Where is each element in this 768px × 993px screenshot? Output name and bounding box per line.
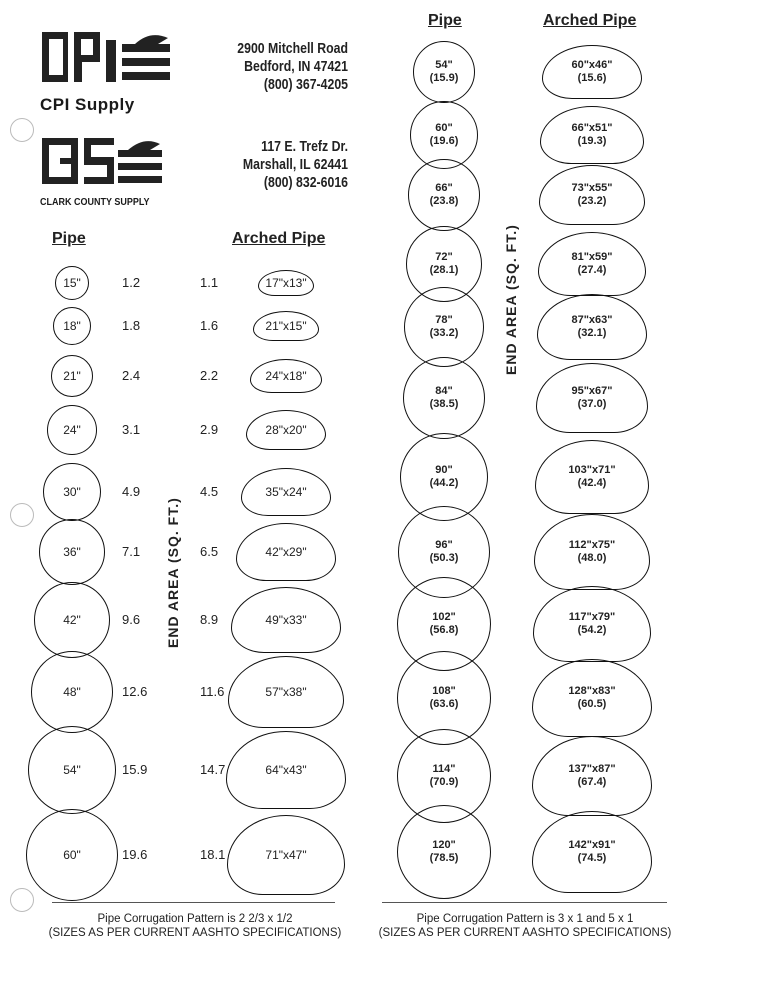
arch-size-label: 112"x75" bbox=[568, 539, 616, 551]
arch-shape bbox=[241, 468, 331, 516]
arch-shape bbox=[533, 586, 651, 662]
pipe-circle bbox=[34, 582, 110, 658]
left-note bbox=[40, 912, 350, 940]
right-bottom-rule bbox=[382, 902, 667, 903]
pipe-size-label: 48" bbox=[63, 684, 81, 699]
pipe-circle-text bbox=[430, 314, 459, 340]
pipe-size-label: 96" bbox=[435, 539, 453, 551]
ccs-city: Marshall, IL 62441 bbox=[242, 156, 348, 173]
pipe-size-label: 42" bbox=[63, 612, 81, 627]
arch-size-label: 128"x83" bbox=[568, 685, 616, 697]
pipe-circle bbox=[26, 809, 118, 901]
arch-size-label: 35"x24" bbox=[265, 484, 307, 499]
arch-size-label: 73"x55" bbox=[571, 182, 613, 194]
pipe-end-area: 12.6 bbox=[122, 684, 148, 699]
right-note-line2: (SIZES AS PER CURRENT AASHTO SPECIFICATIONS) bbox=[378, 927, 672, 939]
arch-shape bbox=[536, 363, 648, 433]
ccs-logo-mark bbox=[40, 136, 165, 188]
pipe-size-label: 60" bbox=[63, 847, 81, 862]
pipe-size-label: 72" bbox=[435, 251, 453, 263]
pipe-size-label: 84" bbox=[435, 385, 453, 397]
arch-end-area: (67.4) bbox=[577, 776, 607, 788]
pipe-circle-text bbox=[430, 539, 459, 565]
arch-end-area: (37.0) bbox=[577, 398, 607, 410]
arch-size-label: 64"x43" bbox=[265, 762, 307, 777]
pipe-circle-text bbox=[430, 122, 459, 148]
pipe-end-area: 2.4 bbox=[122, 368, 141, 383]
pipe-end-area: (70.9) bbox=[429, 776, 459, 788]
pipe-size-label: 114" bbox=[432, 763, 456, 775]
arch-size-label: 137"x87" bbox=[568, 763, 616, 775]
arch-shape-text bbox=[568, 839, 615, 865]
pipe-size-label: 66" bbox=[435, 182, 453, 194]
pipe-circle bbox=[51, 355, 93, 397]
arch-shape-text bbox=[569, 611, 616, 637]
axis-label-left: END AREA (SQ. FT.) bbox=[165, 497, 181, 648]
pipe-circle bbox=[47, 405, 97, 455]
arch-size-label: 95"x67" bbox=[571, 385, 613, 397]
pipe-end-area: (78.5) bbox=[429, 852, 459, 864]
arch-end-area: 2.9 bbox=[200, 422, 219, 437]
arch-shape bbox=[538, 232, 646, 296]
arch-end-area: (42.4) bbox=[577, 477, 607, 489]
pipe-circle bbox=[31, 651, 113, 733]
left-bottom-rule bbox=[52, 902, 335, 903]
axis-label-right: END AREA (SQ. FT.) bbox=[503, 224, 519, 375]
arch-end-area: 14.7 bbox=[200, 762, 226, 777]
pipe-circle-text bbox=[430, 464, 459, 490]
pipe-end-area: 19.6 bbox=[122, 847, 148, 862]
arch-shape bbox=[534, 514, 650, 590]
arch-size-label: 81"x59" bbox=[571, 251, 613, 263]
pipe-circle-text bbox=[430, 763, 459, 789]
ccs-street: 117 E. Trefz Dr. bbox=[261, 138, 348, 155]
header-pipe-left: Pipe bbox=[52, 230, 86, 247]
pipe-end-area: (63.6) bbox=[429, 698, 459, 710]
arch-shape bbox=[532, 736, 652, 816]
arch-size-label: 66"x51" bbox=[571, 122, 613, 134]
arch-shape bbox=[539, 165, 645, 225]
pipe-end-area: 1.2 bbox=[122, 275, 141, 290]
right-note-line1: Pipe Corrugation Pattern is 3 x 1 and 5 x 1 bbox=[416, 913, 634, 925]
pipe-end-area: (23.8) bbox=[429, 195, 459, 207]
arch-shape bbox=[532, 811, 652, 893]
pipe-circle-text bbox=[430, 839, 459, 865]
arch-end-area: (32.1) bbox=[577, 327, 607, 339]
arch-shape bbox=[540, 106, 644, 164]
pipe-size-label: 60" bbox=[435, 122, 453, 134]
arch-shape bbox=[535, 440, 649, 514]
pipe-end-area: 1.8 bbox=[122, 318, 141, 333]
pipe-end-area: (15.9) bbox=[429, 72, 459, 84]
pipe-circle-text bbox=[430, 685, 459, 711]
pipe-size-label: 36" bbox=[63, 544, 81, 559]
pipe-size-label: 30" bbox=[63, 484, 81, 499]
pipe-circle bbox=[55, 266, 89, 300]
binder-hole-middle bbox=[10, 503, 34, 527]
pipe-circle bbox=[413, 41, 475, 103]
pipe-size-label: 24" bbox=[63, 422, 81, 437]
arch-shape-text bbox=[571, 385, 612, 411]
arch-shape-text bbox=[571, 59, 612, 85]
pipe-circle bbox=[43, 463, 101, 521]
pipe-end-area: 7.1 bbox=[122, 544, 141, 559]
arch-shape bbox=[532, 659, 652, 737]
ccs-phone: (800) 832-6016 bbox=[263, 174, 348, 191]
arch-shape bbox=[236, 523, 336, 581]
arch-shape-text bbox=[571, 122, 612, 148]
arch-size-label: 71"x47" bbox=[265, 847, 307, 862]
pipe-end-area: (50.3) bbox=[429, 552, 459, 564]
pipe-size-label: 90" bbox=[435, 464, 453, 476]
pipe-size-label: 108" bbox=[432, 685, 456, 697]
arch-shape bbox=[250, 359, 322, 393]
pipe-circle-text bbox=[430, 611, 459, 637]
pipe-end-area: 9.6 bbox=[122, 612, 141, 627]
arch-end-area: 1.1 bbox=[200, 275, 219, 290]
header-pipe-right: Pipe bbox=[428, 12, 462, 29]
arch-shape bbox=[246, 410, 326, 450]
arch-end-area: (54.2) bbox=[577, 624, 607, 636]
pipe-circle bbox=[404, 287, 484, 367]
arch-shape-text bbox=[568, 685, 615, 711]
pipe-size-label: 18" bbox=[63, 318, 81, 333]
pipe-circle bbox=[397, 805, 491, 899]
arch-size-label: 60"x46" bbox=[571, 59, 613, 71]
arch-end-area: (48.0) bbox=[577, 552, 607, 564]
pipe-size-label: 54" bbox=[435, 59, 453, 71]
pipe-size-label: 15" bbox=[63, 275, 81, 290]
pipe-circle-text bbox=[430, 182, 459, 208]
arch-size-label: 17"x13" bbox=[265, 275, 307, 290]
pipe-size-label: 102" bbox=[432, 611, 456, 623]
left-note-line2: (SIZES AS PER CURRENT AASHTO SPECIFICATIONS) bbox=[48, 927, 342, 939]
pipe-end-area: 15.9 bbox=[122, 762, 148, 777]
pipe-size-label: 78" bbox=[435, 314, 453, 326]
arch-shape bbox=[227, 815, 345, 895]
arch-shape bbox=[231, 587, 341, 653]
arch-shape-text bbox=[569, 539, 616, 565]
arch-end-area: 8.9 bbox=[200, 612, 219, 627]
arch-shape bbox=[228, 656, 344, 728]
pipe-end-area: 4.9 bbox=[122, 484, 141, 499]
pipe-end-area: (28.1) bbox=[429, 264, 459, 276]
arch-size-label: 117"x79" bbox=[568, 611, 616, 623]
ccs-logo bbox=[40, 136, 175, 206]
arch-end-area: (23.2) bbox=[577, 195, 607, 207]
arch-size-label: 57"x38" bbox=[265, 684, 307, 699]
pipe-end-area: (44.2) bbox=[429, 477, 459, 489]
pipe-size-label: 54" bbox=[63, 762, 81, 777]
pipe-circle-text bbox=[430, 385, 459, 411]
arch-size-label: 21"x15" bbox=[265, 318, 307, 333]
arch-shape bbox=[258, 270, 314, 296]
pipe-circle-text bbox=[430, 59, 459, 85]
arch-end-area: (60.5) bbox=[577, 698, 607, 710]
arch-end-area: (74.5) bbox=[577, 852, 607, 864]
pipe-size-label: 21" bbox=[63, 368, 81, 383]
cpi-logo bbox=[40, 30, 175, 114]
arch-shape bbox=[226, 731, 346, 809]
pipe-circle bbox=[408, 159, 480, 231]
pipe-circle-text bbox=[430, 251, 459, 277]
cpi-phone: (800) 367-4205 bbox=[263, 76, 348, 93]
cpi-company-name: CPI Supply bbox=[40, 95, 135, 114]
header-arched-left: Arched Pipe bbox=[232, 230, 326, 247]
pipe-circle bbox=[28, 726, 116, 814]
arch-end-area: 2.2 bbox=[200, 368, 219, 383]
pipe-circle bbox=[403, 357, 485, 439]
arch-end-area: (19.3) bbox=[577, 135, 607, 147]
pipe-end-area: 3.1 bbox=[122, 422, 141, 437]
left-note-line1: Pipe Corrugation Pattern is 2 2/3 x 1/2 bbox=[97, 913, 293, 925]
arch-size-label: 142"x91" bbox=[568, 839, 616, 851]
cpi-street: 2900 Mitchell Road bbox=[237, 40, 348, 57]
arch-shape-text bbox=[571, 251, 612, 277]
binder-hole-top bbox=[10, 118, 34, 142]
arch-size-label: 49"x33" bbox=[265, 612, 307, 627]
arch-shape-text bbox=[568, 763, 615, 789]
pipe-end-area: (38.5) bbox=[429, 398, 459, 410]
arch-shape bbox=[542, 45, 642, 99]
arch-shape-text bbox=[568, 464, 615, 490]
ccs-company-name: CLARK COUNTY SUPPLY bbox=[40, 197, 150, 208]
arch-size-label: 42"x29" bbox=[265, 544, 307, 559]
right-note bbox=[370, 912, 680, 940]
ccs-address bbox=[200, 138, 348, 192]
arch-shape bbox=[537, 294, 647, 360]
arch-size-label: 87"x63" bbox=[571, 314, 613, 326]
arch-size-label: 103"x71" bbox=[568, 464, 616, 476]
arch-shape bbox=[253, 311, 319, 341]
pipe-size-label: 120" bbox=[432, 839, 456, 851]
arch-end-area: 4.5 bbox=[200, 484, 219, 499]
cpi-address bbox=[200, 40, 348, 94]
arch-size-label: 24"x18" bbox=[265, 368, 307, 383]
arch-shape-text bbox=[571, 314, 612, 340]
pipe-circle bbox=[53, 307, 91, 345]
pipe-circle bbox=[39, 519, 105, 585]
arch-end-area: (27.4) bbox=[577, 264, 607, 276]
arch-end-area: (15.6) bbox=[577, 72, 607, 84]
arch-end-area: 11.6 bbox=[200, 684, 225, 699]
binder-hole-bottom bbox=[10, 888, 34, 912]
arch-shape-text bbox=[571, 182, 612, 208]
cpi-city: Bedford, IN 47421 bbox=[244, 58, 348, 75]
pipe-end-area: (56.8) bbox=[429, 624, 459, 636]
pipe-end-area: (33.2) bbox=[429, 327, 459, 339]
cpi-logo-mark bbox=[40, 30, 175, 88]
arch-end-area: 18.1 bbox=[200, 847, 226, 862]
header-arched-right: Arched Pipe bbox=[543, 12, 637, 29]
arch-end-area: 6.5 bbox=[200, 544, 219, 559]
pipe-end-area: (19.6) bbox=[429, 135, 459, 147]
arch-size-label: 28"x20" bbox=[265, 422, 307, 437]
arch-end-area: 1.6 bbox=[200, 318, 219, 333]
